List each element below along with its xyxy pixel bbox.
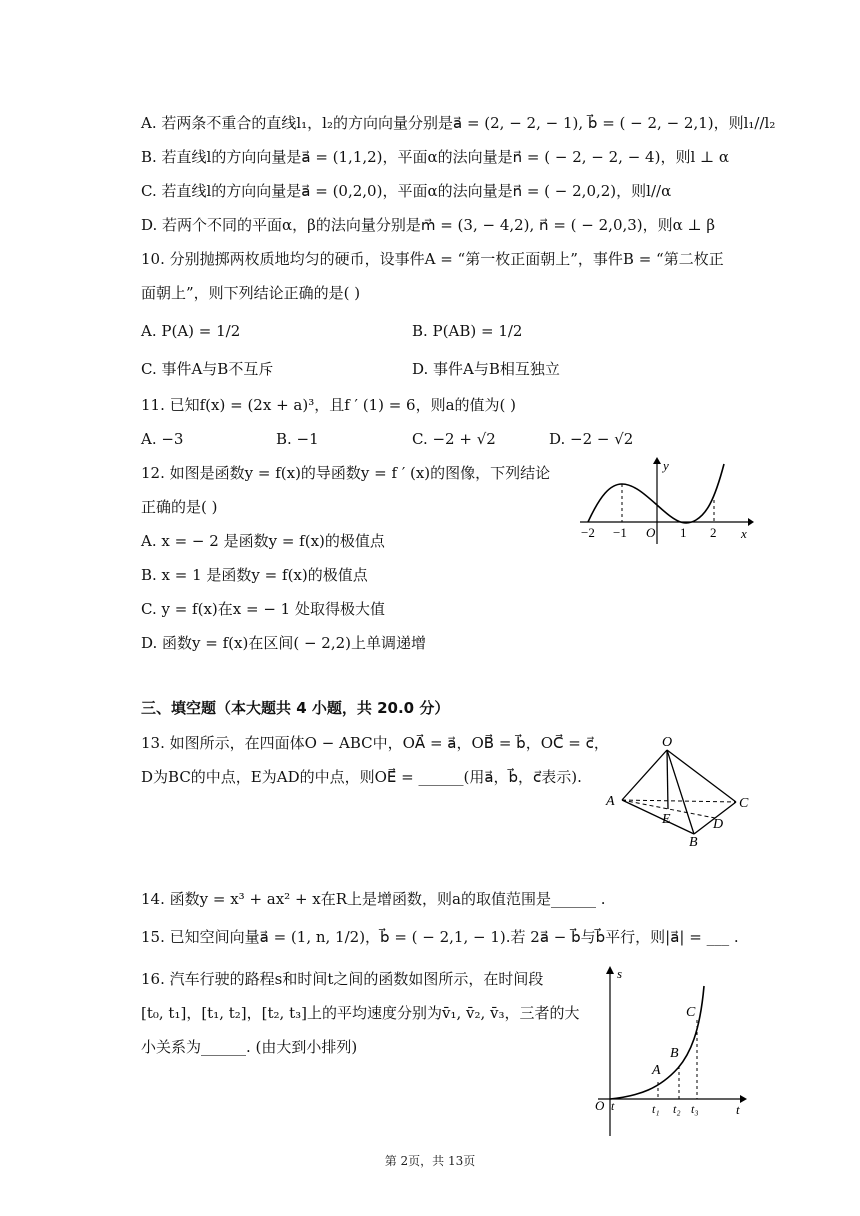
q9-option-b: B. 若直线l的方向向量是a⃗ = (1,1,2)，平面α的法向量是n⃗ = ( − 2, − 2, − 4)，则l ⊥ α — [141, 148, 730, 166]
label-D: D — [713, 817, 724, 832]
q14-stem: 14. 函数y = x³ + ax² + x在R上是增函数，则a的取值范围是______ . — [141, 890, 606, 908]
edge-AC-hidden — [622, 800, 736, 802]
t-axis-label: t — [736, 1102, 740, 1117]
label-point-A: A — [652, 1063, 661, 1078]
q10-option-c: C. 事件A与B不互斥 — [141, 360, 274, 378]
edge-OB — [667, 750, 694, 834]
q13-tetrahedron-figure — [600, 734, 760, 848]
q10-stem-line2: 面朝上”，则下列结论正确的是( ) — [141, 284, 361, 302]
x-axis-label: x — [741, 526, 747, 541]
tick-minus2: −2 — [581, 525, 595, 540]
section-title-fill-in: 三、填空题（本大题共 4 小题，共 20.0 分） — [141, 699, 450, 717]
tick-2: 2 — [710, 525, 717, 540]
distance-curve — [610, 986, 704, 1099]
label-point-C: C — [686, 1005, 696, 1020]
q10-option-d: D. 事件A与B相互独立 — [412, 360, 560, 378]
s-axis-arrow — [606, 966, 614, 974]
q16-stem-line1: 16. 汽车行驶的路程s和时间t之间的函数如图所示，在时间段 — [141, 970, 544, 988]
q10-option-b: B. P(AB) = 1/2 — [412, 322, 523, 340]
q11-option-d: D. −2 − √2 — [549, 430, 634, 448]
label-A: A — [606, 794, 615, 809]
q12-option-c: C. y = f(x)在x = − 1 处取得极大值 — [141, 600, 385, 618]
label-B: B — [689, 835, 698, 848]
label-E: E — [662, 812, 671, 827]
derivative-curve — [588, 464, 724, 523]
q12-option-b: B. x = 1 是函数y = f(x)的极值点 — [141, 566, 368, 584]
q11-option-c: C. −2 + √2 — [412, 430, 496, 448]
page-number-footer: 第 2页，共 13页 — [384, 1154, 476, 1168]
q9-option-d: D. 若两个不同的平面α，β的法向量分别是m⃗ = (3, − 4,2), n⃗ = ( − 2,0,3)，则α ⊥ β — [141, 216, 716, 234]
q10-stem-line1: 10. 分别抛掷两枚质地均匀的硬币，设事件A = “第一枚正面朝上”，事件B = “第二枚正 — [141, 250, 724, 268]
segment-OE — [667, 750, 668, 809]
label-C: C — [739, 796, 749, 811]
edge-OA — [622, 750, 667, 800]
label-point-B: B — [670, 1046, 679, 1061]
tick-t0: t — [611, 1099, 615, 1113]
tick-t3: t₃ — [691, 1102, 699, 1116]
origin-label: O — [646, 525, 656, 540]
q12-stem-line1: 12. 如图是函数y = f(x)的导函数y = f ′ (x)的图像，下列结论 — [141, 464, 551, 482]
origin-label: O — [595, 1098, 605, 1113]
q16-stem-line3: 小关系为______. (由大到小排列) — [141, 1038, 358, 1056]
q15-stem: 15. 已知空间向量a⃗ = (1, n, 1/2)，b⃗ = ( − 2,1, − 1).若 2a⃗ − b⃗与b⃗平行，则|a⃗| = ___ . — [141, 928, 739, 946]
tick-minus1: −1 — [613, 525, 627, 540]
q12-derivative-graph — [578, 456, 754, 546]
label-O: O — [662, 735, 673, 750]
tick-1: 1 — [680, 525, 687, 540]
q11-option-a: A. −3 — [141, 430, 184, 448]
q9-option-c: C. 若直线l的方向向量是a⃗ = (0,2,0)，平面α的法向量是n⃗ = ( − 2,0,2)，则l//α — [141, 182, 672, 200]
q16-distance-time-graph — [590, 962, 750, 1138]
q12-stem-line2: 正确的是( ) — [141, 498, 218, 516]
tick-t1: t₁ — [652, 1102, 660, 1116]
tick-t2: t₂ — [673, 1102, 681, 1116]
q9-option-a: A. 若两条不重合的直线l₁，l₂的方向向量分别是a⃗ = (2, − 2, − 1), b⃗ = ( − 2, − 2,1)，则l₁//l₂ — [141, 114, 776, 132]
t-axis-arrow — [740, 1095, 747, 1103]
q16-stem-line2: [t₀, t₁]，[t₁, t₂]，[t₂, t₃]上的平均速度分别为v̄₁, v̄₂, v̄₃，三者的大 — [141, 1004, 580, 1022]
q13-stem-line2: D为BC的中点，E为AD的中点，则OE⃗ = ______(用a⃗，b⃗，c⃗表示). — [141, 768, 582, 786]
edge-AB — [622, 800, 694, 834]
y-axis-arrow — [653, 457, 661, 464]
q12-option-d: D. 函数y = f(x)在区间( − 2,2)上单调递增 — [141, 634, 426, 652]
x-axis-arrow — [748, 518, 754, 526]
q13-stem-line1: 13. 如图所示，在四面体O − ABC中，OA⃗ = a⃗，OB⃗ = b⃗，OC⃗ = c⃗， — [141, 734, 609, 752]
q11-option-b: B. −1 — [276, 430, 319, 448]
q11-stem: 11. 已知f(x) = (2x + a)³，且f ′ (1) = 6，则a的值为( ) — [141, 396, 517, 414]
edge-OC — [667, 750, 736, 802]
s-axis-label: s — [617, 966, 623, 981]
q12-option-a: A. x = − 2 是函数y = f(x)的极值点 — [141, 532, 385, 550]
q10-option-a: A. P(A) = 1/2 — [141, 322, 241, 340]
y-axis-label: y — [663, 458, 669, 473]
